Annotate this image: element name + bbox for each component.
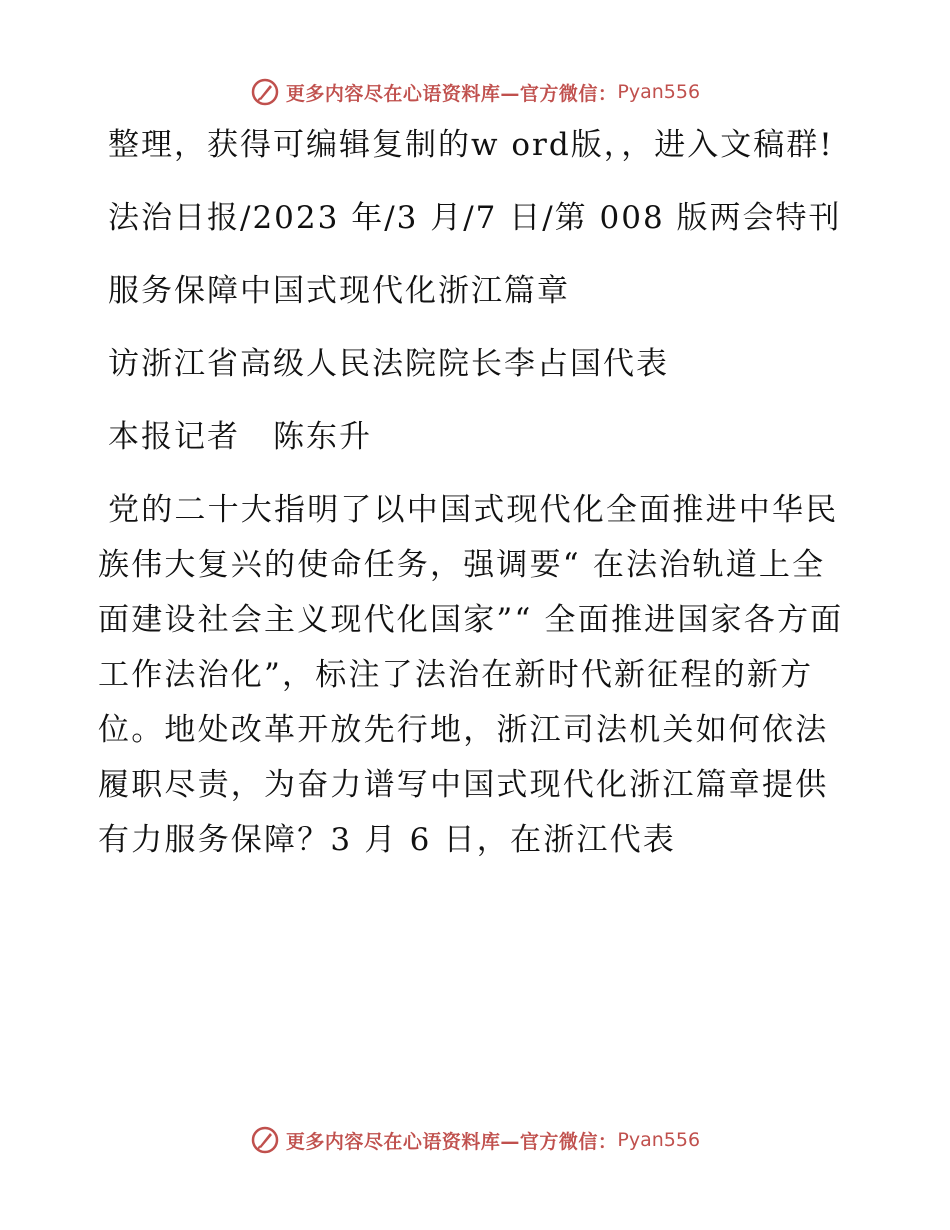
watermark-text: 更多内容尽在心语资料库—官方微信： [285,1130,618,1153]
watermark-header [0,72,950,112]
watermark-text: 更多内容尽在心语资料库—官方微信： [285,82,618,105]
quill-circle-logo-icon [250,1125,280,1155]
document-body [98,118,858,886]
watermark-handle: Pyan556 [617,1129,701,1151]
paragraph-body: 党的二十大指明了以中国式现代化全面推进中华民族伟大复兴的使命任务，强调要“ 在法治轨道上全面建设社会主义现代化国家”“ 全面推进国家各方面工作法治化”，标注了法治在新时代新征程的新方位。地处改革开放先行地，浙江司法机关如何依法履职尽责，为奋力谱写中国式现代化浙江篇章提供有力服务保障？3 月 6 日，在浙江代表 [98,492,844,858]
paragraph-subtitle: 访浙江省高级人民法院院长李占国代表 [108,346,669,382]
paragraph-title: 服务保障中国式现代化浙江篇章 [108,273,570,309]
watermark-handle: Pyan556 [617,81,701,103]
paragraph-byline: 本报记者 陈东升 [108,419,372,455]
paragraph-note: 整理，获得可编辑复制的w ord版，，进入文稿群! [108,127,834,163]
quill-circle-logo-icon [250,77,280,107]
watermark-footer [0,1120,950,1160]
paragraph-source: 法治日报/2023 年/3 月/7 日/第 008 版两会特刊 [108,200,842,236]
